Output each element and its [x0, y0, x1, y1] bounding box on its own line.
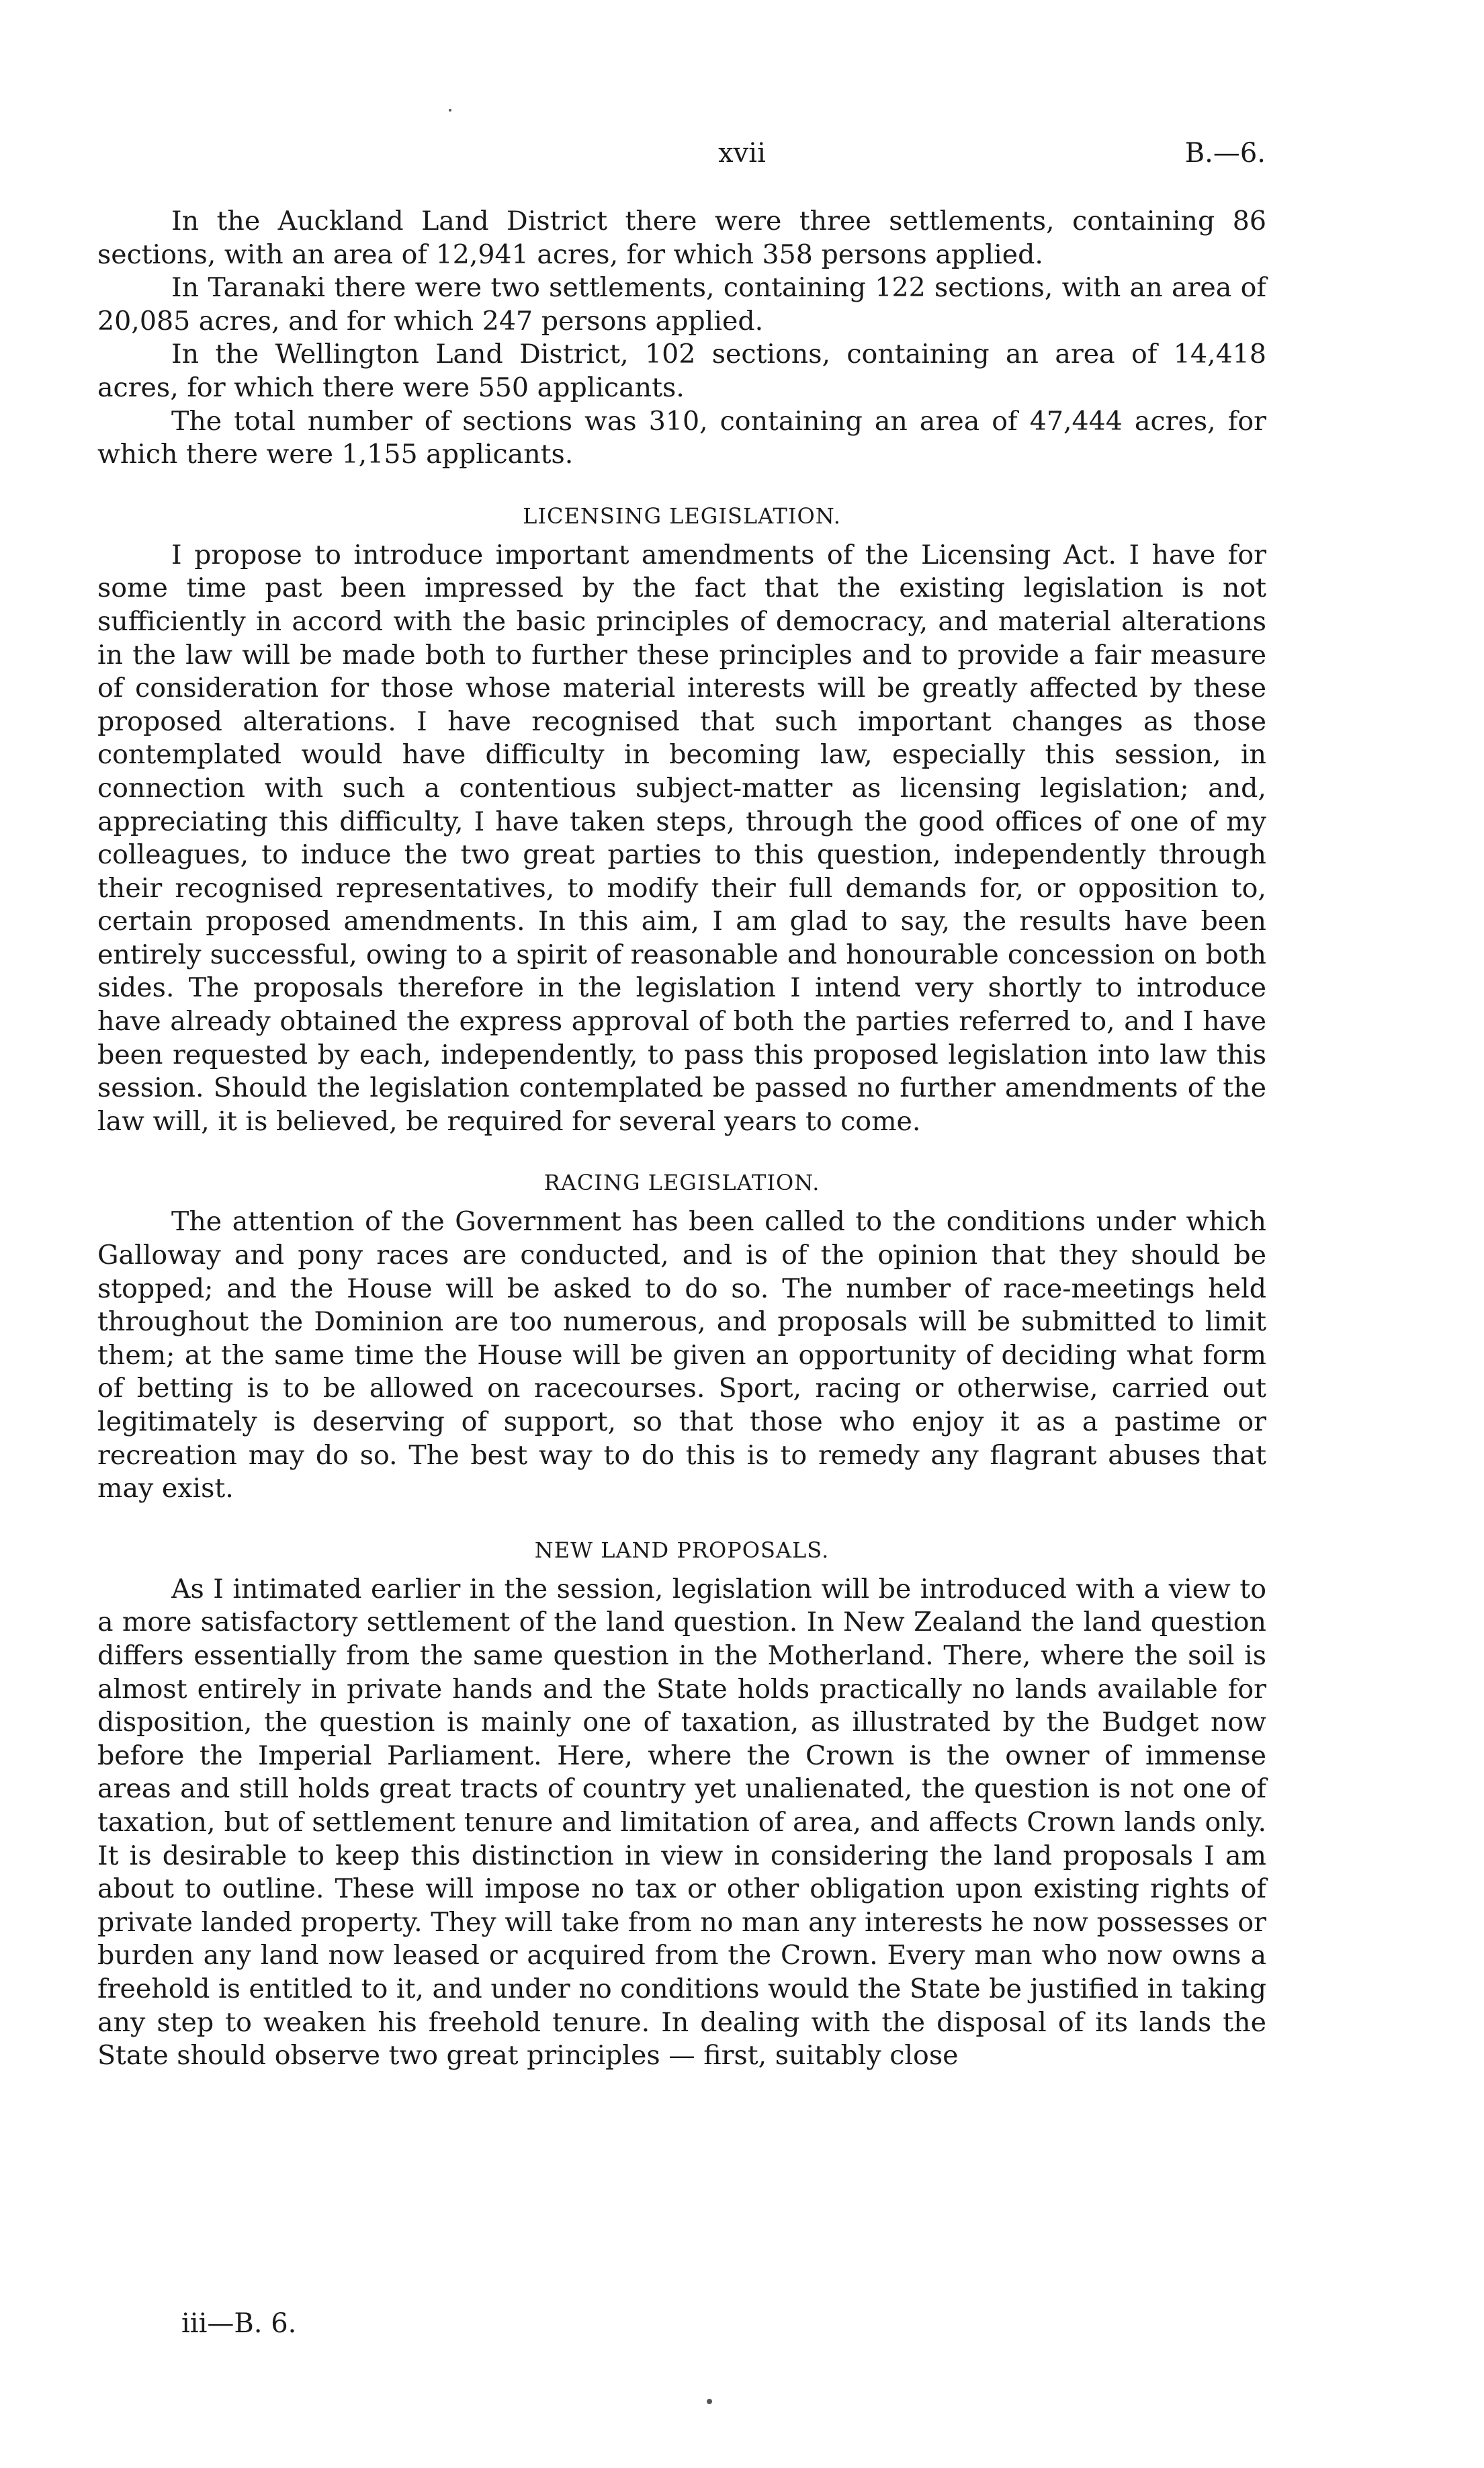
paragraph-land-proposals: As I intimated earlier in the session, legislation will be introduced with a view to a more satisfactory settlement of the land question. In New Zealand the land question differs essentially from the same question in the Motherland. There, where the soil is almost entirely in private hands and the State holds practically no lands available for disposition, the question is mainly one of taxation, as illustrated by the Budget now before the Imperial Parliament. Here, where the Crown is the owner of immense areas and still holds great tracts of country yet unalienated, the question is not one of taxation, but of settlement tenure and limitation of area, and affects Crown lands only. It is desirable to keep this distinction in view in considering the land proposals I am about to outline. These will impose no tax or other obligation upon existing rights of private landed property. They will take from no man any interests he now possesses or burden any land now leased or acquired from the Crown. Every man who now owns a freehold is entitled to it, and under no conditions would the State be justified in taking any step to weaken his freehold tenure. In dealing with the disposal of its lands the State should observe two great principles — first, suitably close: [97, 1573, 1266, 2072]
paragraph-racing: The attention of the Government has been called to the conditions under which Galloway and pony races are conducted, and is of the opinion that they should be stopped; and the House will be asked to do so. The number of race-meetings held throughout the Dominion are too numerous, and proposals will be submitted to limit them; at the same time the House will be given an opportunity of deciding what form of betting is to be allowed on racecourses. Sport, racing or otherwise, carried out legitimately is deserving of support, so that those who enjoy it as a pastime or recreation may do so. The best way to do this is to remedy any flagrant abuses that may exist.: [97, 1206, 1266, 1504]
page-header: [0, 138, 1484, 178]
section-licensing-legislation: [97, 503, 1266, 1139]
section-racing-legislation: [97, 1169, 1266, 1505]
body-text: [97, 205, 1266, 2073]
scan-speck: [449, 109, 451, 112]
heading-racing-legislation: RACING LEGISLATION.: [543, 1170, 820, 1196]
signature-mark: iii—B. 6.: [181, 2308, 297, 2339]
heading-licensing-legislation: LICENSING LEGISLATION.: [523, 503, 841, 529]
page-number: xvii: [718, 138, 766, 169]
paragraph-total: The total number of sections was 310, containing an area of 47,444 acres, for which there were 1,155 applicants.: [97, 405, 1266, 470]
paragraph-licensing: I propose to introduce important amendments of the Licensing Act. I have for some time past been impressed by the fact that the existing legislation is not sufficiently in accord with the basic principles of democracy, and material alterations in the law will be made both to further these principles and to provide a fair measure of consideration for those whose material interests will be greatly affected by these proposed alterations. I have recognised that such important changes as those contemplated would have difficulty in becoming law, especially this session, in connection with such a contentious subject-matter as licensing legislation; and, appreciating this difficulty, I have taken steps, through the good offices of one of my colleagues, to induce the two great parties to this question, independently through their recognised representatives, to modify their full demands for, or opposition to, certain proposed amendments. In this aim, I am glad to say, the results have been entirely successful, owing to a spirit of reasonable and honourable concession on both sides. The proposals therefore in the legislation I intend very shortly to introduce have already obtained the express approval of both the parties referred to, and I have been requested by each, independently, to pass this proposed legislation into law this session. Should the legislation contemplated be passed no further amendments of the law will, it is believed, be required for several years to come.: [97, 539, 1266, 1137]
heading-new-land-proposals: NEW LAND PROPOSALS.: [534, 1537, 830, 1563]
paragraph-auckland: In the Auckland Land District there were three settlements, containing 86 sections, with an area of 12,941 acres, for which 358 persons applied.: [97, 206, 1266, 270]
scan-speck: [707, 2399, 712, 2404]
paragraph-taranaki: In Taranaki there were two settlements, containing 122 sections, with an area of 20,085 acres, and for which 247 persons applied.: [97, 272, 1266, 337]
section-new-land-proposals: [97, 1537, 1266, 2073]
document-reference: B.—6.: [1184, 138, 1266, 169]
paragraph-wellington: In the Wellington Land District, 102 sections, containing an area of 14,418 acres, for which there were 550 applicants.: [97, 339, 1266, 403]
section-land-settlements: [97, 205, 1266, 472]
